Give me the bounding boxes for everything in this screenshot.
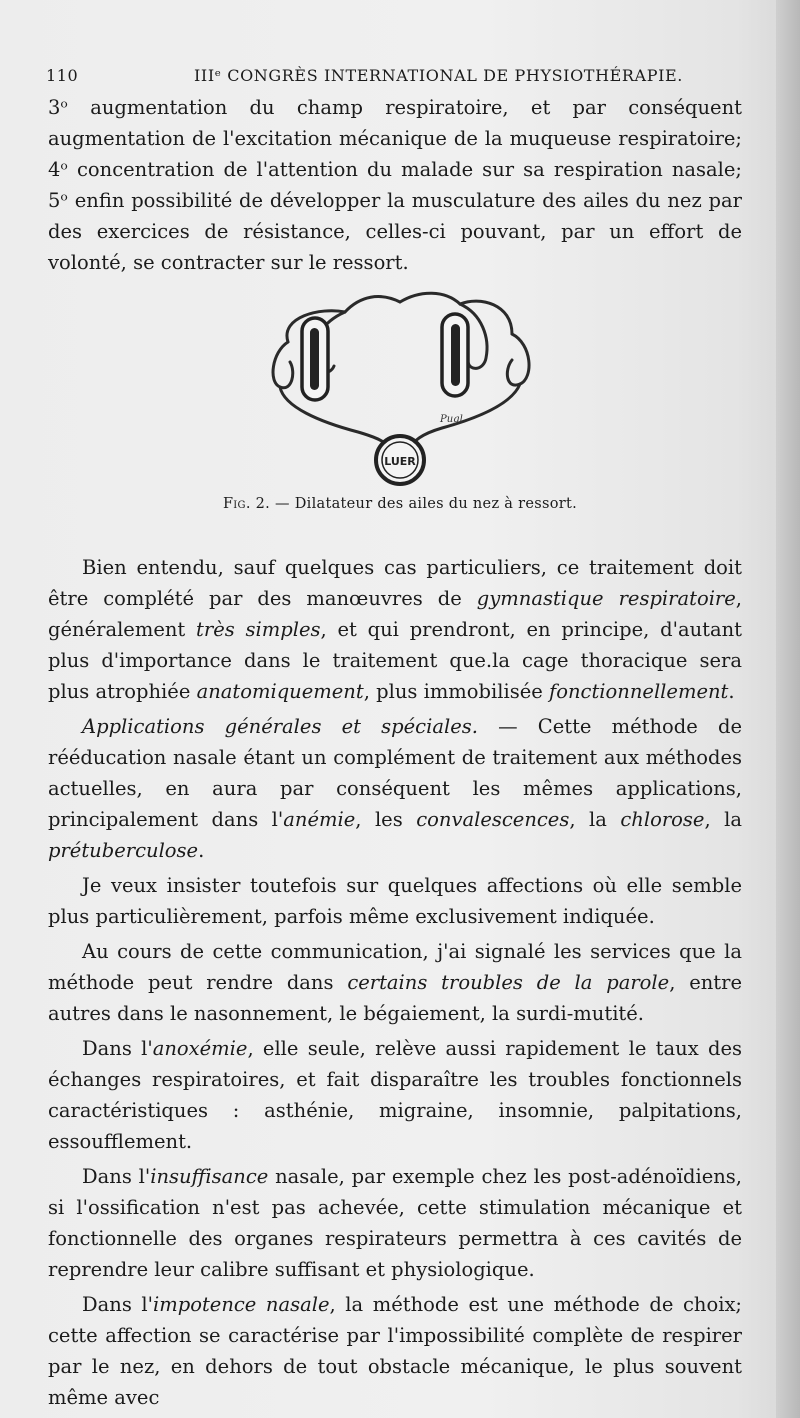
paragraph bbox=[48, 1289, 742, 1413]
top-text-block bbox=[48, 92, 742, 278]
text-run: . bbox=[198, 839, 205, 862]
italic-phrase: chlorose bbox=[620, 808, 705, 831]
italic-phrase: fonctionnellement bbox=[549, 680, 729, 703]
text-run: , et qui prendront, en principe, d'autant plus d'importance dans le traitement que.la cage thoracique sera plus atrophiée bbox=[48, 618, 742, 703]
dilator-ring-label: LUER bbox=[384, 455, 416, 468]
dilator-right-spring bbox=[410, 384, 520, 450]
text-run: nasale, par exemple chez les post-adénoïdiens, si l'ossification n'est pas achevée, cette stimulation mécanique et fonctionnelle des organes respirateurs permettra à ces cavités de reprendre leur calibre suffisant et physiologique. bbox=[48, 1165, 742, 1281]
italic-phrase: anémie bbox=[283, 808, 356, 831]
text-run: Dans l' bbox=[82, 1293, 153, 1316]
paragraph bbox=[48, 936, 742, 1029]
text-run: Dans l' bbox=[82, 1165, 151, 1188]
text-run: , généralement bbox=[48, 587, 742, 641]
dilator-left-spring bbox=[280, 387, 390, 450]
italic-phrase: anatomiquement bbox=[196, 680, 364, 703]
italic-phrase: très simples bbox=[196, 618, 321, 641]
text-run: Dans l' bbox=[82, 1037, 153, 1060]
nasal-dilator-figure bbox=[250, 282, 550, 492]
text-run: , entre autres dans le nasonnement, le bégaiement, la surdi-mutité. bbox=[48, 971, 742, 1025]
italic-phrase: certains troubles de la parole bbox=[347, 971, 670, 994]
text-run: . bbox=[728, 680, 735, 703]
paragraph bbox=[48, 1033, 742, 1157]
text-run: — Cette méthode de rééducation nasale étant un complément de traitement aux méthodes actuelles, en aura par conséquent les mêmes applications, principalement dans l' bbox=[48, 715, 742, 831]
figure-caption bbox=[0, 496, 800, 512]
italic-phrase: impotence nasale bbox=[153, 1293, 330, 1316]
paragraph-list-3-5: 3ᵒ augmentation du champ respiratoire, et par conséquent augmentation de l'excitation mécanique de la muqueuse respiratoire; 4ᵒ concentration de l'attention du malade sur sa respiration nasale; 5ᵒ enfin possibilité de développer la musculature des ailes du nez par des exercices de résistance, celles-ci pouvant, par un effort de volonté, se contracter sur le ressort. bbox=[48, 96, 742, 274]
svg-text:Pugl: Pugl bbox=[440, 414, 463, 425]
text-run: Au cours de cette communication, j'ai signalé les services que la méthode peut rendre dans bbox=[48, 940, 742, 994]
figure-caption-label: Fig. 2. bbox=[222, 496, 271, 512]
italic-phrase: anoxémie bbox=[152, 1037, 248, 1060]
italic-phrase: insuffisance bbox=[150, 1165, 269, 1188]
text-run: Bien entendu, sauf quelques cas particuliers, ce traitement doit être complété par des manœuvres de bbox=[48, 556, 742, 610]
text-run: , elle seule, relève aussi rapidement le taux des échanges respiratoires, et fait disparaître les troubles fonctionnels caractéristiques : asthénie, migraine, insomnie, palpitations, essoufflement. bbox=[48, 1037, 742, 1153]
italic-phrase: convalescences bbox=[416, 808, 570, 831]
italic-phrase: Applications générales et spéciales. bbox=[82, 715, 478, 738]
italic-phrase: prétuberculose bbox=[48, 839, 199, 862]
running-title: IIIᵉ CONGRÈS INTERNATIONAL DE PHYSIOTHÉRAPIE. bbox=[194, 66, 683, 85]
text-run: , la bbox=[704, 808, 742, 831]
paragraph bbox=[48, 711, 742, 866]
text-run: , plus immobilisée bbox=[363, 680, 550, 703]
text-run: , la bbox=[569, 808, 621, 831]
italic-phrase: gymnastique respiratoire bbox=[476, 587, 736, 610]
page-edge-shadow bbox=[776, 0, 800, 1418]
text-run: Je veux insister toutefois sur quelques affections où elle semble plus particulièrement, parfois même exclusivement indiquée. bbox=[48, 874, 742, 928]
figure-caption-text: — Dilatateur des ailes du nez à ressort. bbox=[275, 496, 578, 512]
paragraph bbox=[48, 870, 742, 932]
paragraph bbox=[48, 1161, 742, 1285]
body-text-block bbox=[48, 552, 742, 1413]
dilator-right-loop bbox=[507, 334, 529, 385]
page-number: 110 bbox=[46, 66, 79, 85]
text-run: , les bbox=[355, 808, 417, 831]
dilator-left-loop bbox=[273, 342, 293, 388]
paragraph bbox=[48, 552, 742, 707]
text-run: , la méthode est une méthode de choix; cette affection se caractérise par l'impossibilité complète de respirer par le nez, en dehors de tout obstacle mécanique, le plus souvent même avec bbox=[48, 1293, 743, 1409]
